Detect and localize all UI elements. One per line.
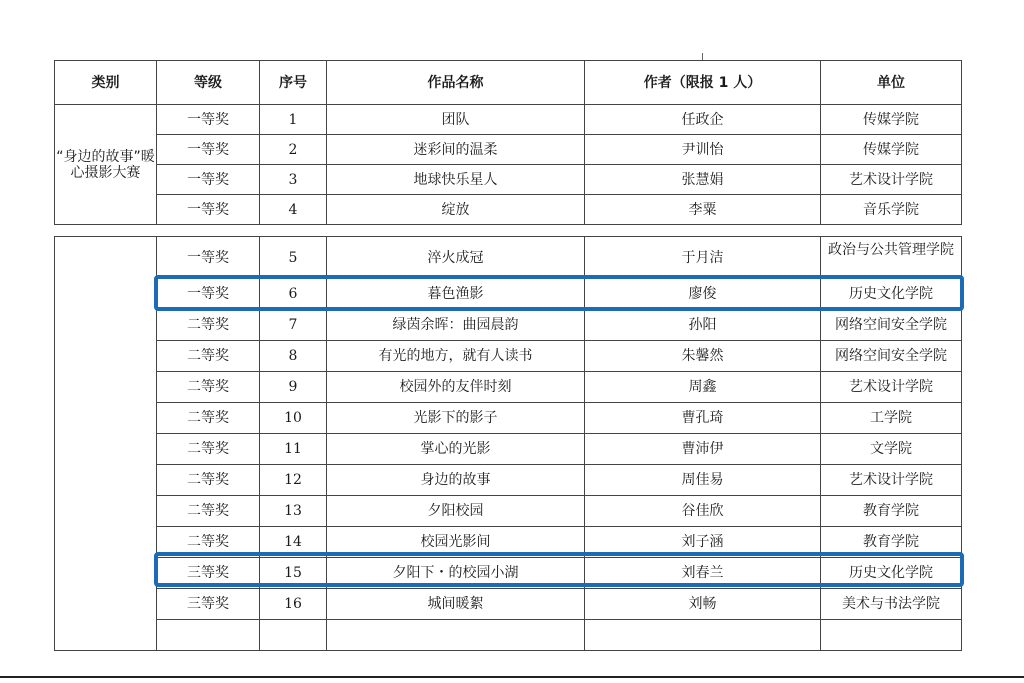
author-cell: 周佳易 (585, 465, 821, 496)
category-cell: “身边的故事”暖心摄影大赛 (55, 105, 157, 225)
table-row (55, 135, 962, 165)
bottom-rule (0, 676, 1024, 678)
table-row (55, 165, 962, 195)
number-cell: 10 (260, 403, 327, 434)
number-cell: 16 (260, 589, 327, 620)
author-cell: 曹孔琦 (585, 403, 821, 434)
author-cell: 刘畅 (585, 589, 821, 620)
level-cell: 二等奖 (157, 310, 260, 341)
title-cell: 淬火成冠 (327, 237, 585, 279)
awards-table-top (54, 60, 962, 225)
title-cell: 地球快乐星人 (327, 165, 585, 195)
number-cell: 11 (260, 434, 327, 465)
title-cell: 掌心的光影 (327, 434, 585, 465)
table-row (55, 279, 962, 310)
unit-cell: 音乐学院 (821, 195, 962, 225)
table-row (55, 105, 962, 135)
unit-cell: 艺术设计学院 (821, 372, 962, 403)
number-cell: 8 (260, 341, 327, 372)
level-cell: 一等奖 (157, 135, 260, 165)
level-cell: 一等奖 (157, 237, 260, 279)
table-row-cut-off (55, 620, 962, 651)
unit-cell: 历史文化学院 (821, 558, 962, 589)
number-cell: 7 (260, 310, 327, 341)
author-cell: 李粟 (585, 195, 821, 225)
unit-text: 政治与公共管理学院 (828, 242, 954, 258)
title-cell: 校园外的友伴时刻 (327, 372, 585, 403)
number-cell: 12 (260, 465, 327, 496)
unit-cell: 艺术设计学院 (821, 165, 962, 195)
level-cell: 二等奖 (157, 465, 260, 496)
category-cell-empty (55, 237, 157, 651)
author-cell: 谷佳欣 (585, 496, 821, 527)
author-cell: 刘春兰 (585, 558, 821, 589)
level-cell: 二等奖 (157, 434, 260, 465)
table-row (55, 589, 962, 620)
awards-table-bottom (54, 236, 962, 651)
unit-cell: 传媒学院 (821, 105, 962, 135)
table-row (55, 527, 962, 558)
number-cell: 13 (260, 496, 327, 527)
unit-cell: 教育学院 (821, 527, 962, 558)
number-cell: 14 (260, 527, 327, 558)
author-cell: 曹沛伊 (585, 434, 821, 465)
title-cell: 夕阳校园 (327, 496, 585, 527)
header-title: 作品名称 (327, 61, 585, 105)
number-cell: 3 (260, 165, 327, 195)
table-row (55, 310, 962, 341)
level-cell: 三等奖 (157, 558, 260, 589)
unit-cell (821, 237, 962, 279)
author-cell: 孙阳 (585, 310, 821, 341)
header-unit: 单位 (821, 61, 962, 105)
author-cell: 张慧娟 (585, 165, 821, 195)
level-cell: 一等奖 (157, 195, 260, 225)
unit-cell: 艺术设计学院 (821, 465, 962, 496)
unit-cell: 文学院 (821, 434, 962, 465)
table-row (55, 341, 962, 372)
title-cell: 团队 (327, 105, 585, 135)
level-cell: 二等奖 (157, 372, 260, 403)
title-cell: 暮色渔影 (327, 279, 585, 310)
author-cell: 于月洁 (585, 237, 821, 279)
header-author: 作者（限报 1 人） (585, 61, 821, 105)
author-cell: 任政企 (585, 105, 821, 135)
title-cell: 城间暖絮 (327, 589, 585, 620)
number-cell: 5 (260, 237, 327, 279)
level-cell: 一等奖 (157, 279, 260, 310)
unit-cell: 网络空间安全学院 (821, 310, 962, 341)
title-cell: 绿茵余晖：曲园晨韵 (327, 310, 585, 341)
table-row (55, 403, 962, 434)
table-row (55, 434, 962, 465)
title-cell: 绽放 (327, 195, 585, 225)
page-tick-mark (702, 53, 703, 60)
table-row (55, 195, 962, 225)
level-cell: 一等奖 (157, 165, 260, 195)
header-number: 序号 (260, 61, 327, 105)
number-cell: 1 (260, 105, 327, 135)
level-cell: 二等奖 (157, 527, 260, 558)
level-cell: 二等奖 (157, 403, 260, 434)
author-cell: 尹训怡 (585, 135, 821, 165)
unit-cell: 美术与书法学院 (821, 589, 962, 620)
unit-cell: 教育学院 (821, 496, 962, 527)
table-header-row (55, 61, 962, 105)
number-cell: 9 (260, 372, 327, 403)
header-category: 类别 (55, 61, 157, 105)
title-cell: 光影下的影子 (327, 403, 585, 434)
unit-cell: 传媒学院 (821, 135, 962, 165)
table-row (55, 496, 962, 527)
level-cell: 二等奖 (157, 341, 260, 372)
author-cell: 廖俊 (585, 279, 821, 310)
table-row (55, 372, 962, 403)
level-cell: 三等奖 (157, 589, 260, 620)
author-cell: 刘子涵 (585, 527, 821, 558)
unit-cell: 历史文化学院 (821, 279, 962, 310)
level-cell: 二等奖 (157, 496, 260, 527)
title-cell: 校园光影间 (327, 527, 585, 558)
table-row (55, 237, 962, 279)
unit-cell: 网络空间安全学院 (821, 341, 962, 372)
title-cell: 有光的地方，就有人读书 (327, 341, 585, 372)
number-cell: 6 (260, 279, 327, 310)
title-cell: 夕阳下・的校园小湖 (327, 558, 585, 589)
header-level: 等级 (157, 61, 260, 105)
author-cell: 朱馨然 (585, 341, 821, 372)
author-cell: 周鑫 (585, 372, 821, 403)
number-cell: 2 (260, 135, 327, 165)
table-row (55, 558, 962, 589)
title-cell: 身边的故事 (327, 465, 585, 496)
number-cell: 15 (260, 558, 327, 589)
title-cell: 迷彩间的温柔 (327, 135, 585, 165)
unit-cell: 工学院 (821, 403, 962, 434)
table-row (55, 465, 962, 496)
number-cell: 4 (260, 195, 327, 225)
level-cell: 一等奖 (157, 105, 260, 135)
